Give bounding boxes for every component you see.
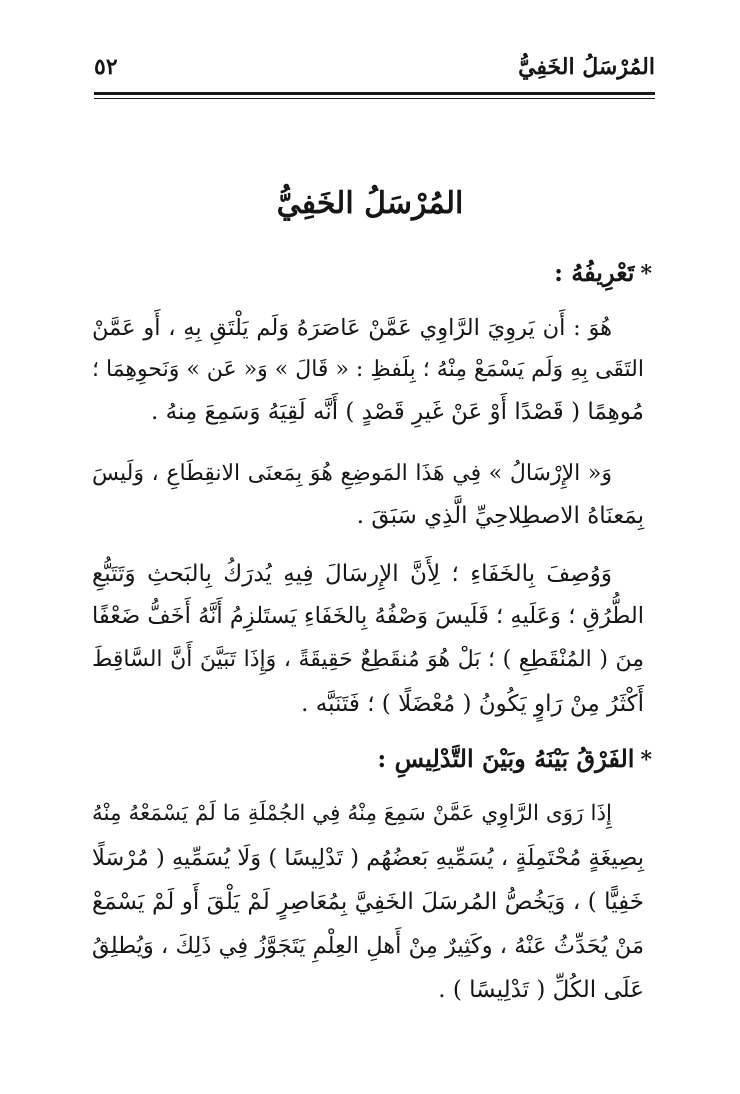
paragraph-line: أَكْثَرُ مِنْ رَاوٍ يَكُونُ ( مُعْضَلًا ) ؛ فَتَنَبَّه .	[301, 691, 644, 717]
difference-line: مَنْ يُحَدِّثُ عَنْهُ ، وكَثِيرٌ مِنْ أَهلِ العِلْمِ يَتَجَوَّزُ فِي ذَلِكَ ، وَيُطلِقُ	[92, 933, 644, 959]
header-rule-thick	[94, 92, 655, 95]
definition-line: مُوهِمًا ( قَصْدًا أَوْ عَنْ غَيرِ قَصْدٍ ) أَنَّه لَقِيَهُ وَسَمِعَ مِنهُ .	[151, 399, 644, 425]
difference-line: إِذَا رَوَى الرَّاوِي عَمَّنْ سَمِعَ مِنْهُ فِي الجُمْلَةِ مَا لَمْ يَسْمَعْهُ مِنْهُ	[92, 801, 612, 826]
paragraph-line: وَوُصِفَ بِالخَفَاءِ ؛ لِأَنَّ الإِرسَالَ فِيهِ يُدرَكُ بِالبَحثِ وَتَتَبُّعِ	[92, 561, 612, 587]
difference-line: عَلَى الكُلِّ ( تَدْلِيسًا ) .	[438, 977, 644, 1003]
definition-heading-text: تَعْرِيفُهُ :	[554, 258, 635, 287]
chapter-title: المُرْسَلُ الخَفِيُّ	[276, 186, 464, 221]
running-title: المُرْسَلُ الخَفِيُّ	[518, 54, 655, 80]
difference-heading-text: الفَرْقُ بَيْنَهُ وبَيْنَ التَّدْلِيسِ :	[377, 744, 635, 773]
difference-line: خَفِيًّا ) ، وَيَخُصُّ المُرسَلَ الخَفِيَّ بِمُعَاصِرٍ لَمْ يَلْقَ أَو لَمْ يَسْمَعْ	[92, 889, 644, 915]
star-bullet-icon: *	[640, 261, 652, 287]
running-header	[94, 50, 655, 90]
difference-heading	[377, 744, 652, 773]
paragraph-line: مِنَ ( المُنْقَطِعِ ) ؛ بَلْ هُوَ مُنقَطِعٌ حَقِيقَةً ، وَإِذَا تَبَيَّنَ أَنَّ السَّاقِطَ	[92, 647, 644, 672]
definition-heading	[554, 258, 652, 287]
definition-line: هُوَ : أَن يَروِيَ الرَّاوِي عَمَّنْ عَاصَرَهُ وَلَم يَلْتَقِ بِهِ ، أَو عَمَّنْ	[92, 315, 612, 341]
definition-line: التَقَى بِهِ وَلَم يَسْمَعْ مِنْهُ ؛ بِلَفظِ : « قَالَ » وَ« عَن » وَنَحوِهِمَا ؛	[92, 357, 644, 382]
paragraph-line: الطُّرُقِ ؛ وَعَلَيهِ ؛ فَلَيسَ وَصْفُهُ بِالخَفَاءِ يَستَلزِمُ أَنَّهُ أَخَفُّ ضَعْفًا	[92, 603, 644, 629]
paragraph-line: وَ« الإِرْسَالُ » فِي هَذَا المَوضِعِ هُوَ بِمَعنَى الانقِطَاعِ ، وَلَيسَ	[92, 461, 612, 486]
star-bullet-icon: *	[640, 747, 652, 773]
page-number: ٥٢	[94, 54, 118, 80]
difference-line: بِصِيغَةٍ مُحْتَمِلَةٍ ، يُسَمِّيهِ بَعضُهُم ( تَدْلِيسًا ) وَلَا يُسَمِّيهِ ( مُرْسَلًا	[92, 845, 644, 871]
paragraph-line: بِمَعنَاهُ الاصطِلاحِيِّ الَّذِي سَبَقَ .	[356, 503, 644, 529]
header-rule-thin	[94, 98, 655, 99]
